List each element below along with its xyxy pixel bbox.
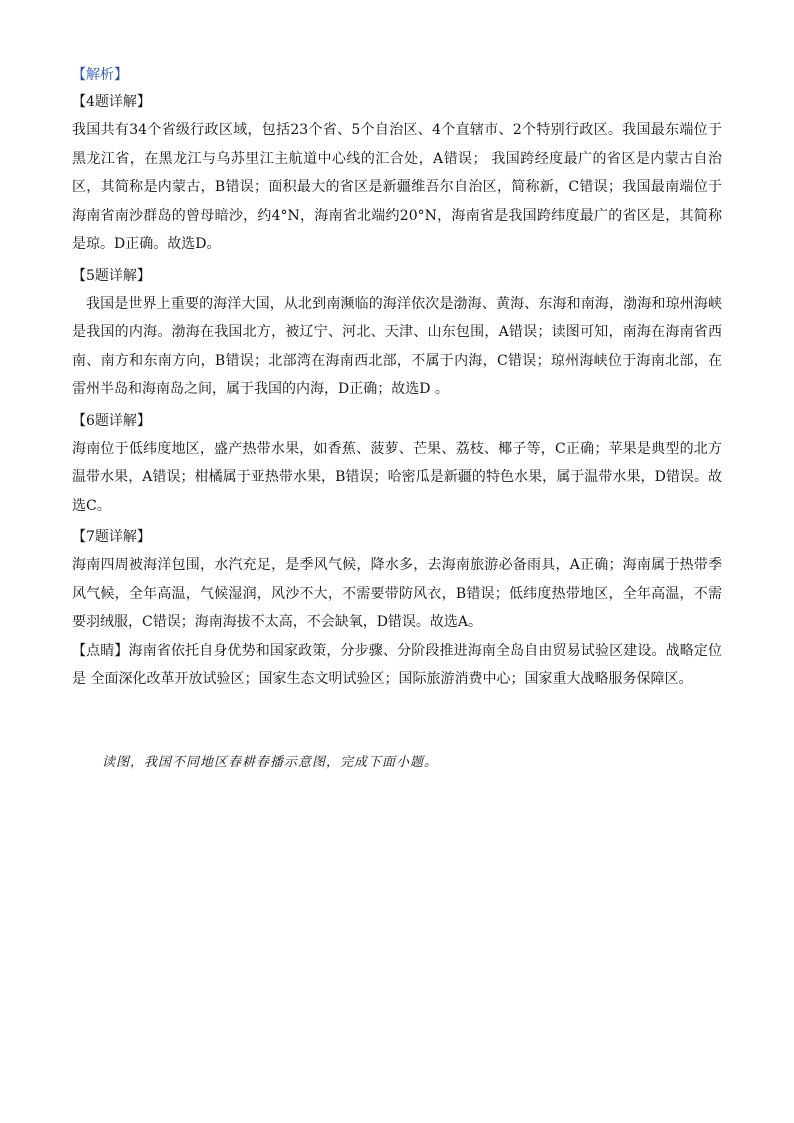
q7-explanation: 海南四周被海洋包围，水汽充足，是季风气候，降水多，去海南旅游必备雨具，A正确；海南属于热带季风气候，全年高温，气候湿润，风沙不大，不需要带防风衣，B错误；低纬度热带地区，全年高温，不需要羽绒服，C错误；海南海拔不太高，不会缺氧，D错误。故选A。 bbox=[72, 557, 722, 630]
q5-explanation: 我国是世界上重要的海洋大国，从北到南濒临的海洋依次是渤海、黄海、东海和南海，渤海和琼州海峡是我国的内海。渤海在我国北方，被辽宁、河北、天津、山东包围，A错误；读图可知，南海在海南省西南、南方和东南方向，B错误；北部湾在海南西北部，不属于内海，C错误；琼州海峡位于海南北部，在雷州半岛和海南岛之间，属于我国的内海，D正确；故选D 。 bbox=[72, 295, 722, 397]
q4-explanation: 我国共有34个省级行政区域，包括23个省、5个自治区、4个直辖市、2个特别行政区。我国最东端位于黑龙江省，在黑龙江与乌苏里江主航道中心线的汇合处，A错误； 我国跨经度最广的省区是内蒙古自治区，其简称是内蒙古，B错误；面积最大的省区是新疆维吾尔自治区，简称新，C错误；我国最南端位于海南省南沙群岛的曾母暗沙，约4°N，海南省北端约20°N，海南省是我国跨纬度最广的省区是，其简称是琼。D正确。故选D。 bbox=[72, 122, 722, 252]
q6-heading: 【6题详解】 bbox=[72, 412, 151, 429]
key-point bbox=[72, 637, 722, 694]
q4-heading: 【4题详解】 bbox=[72, 94, 151, 110]
answer-analysis bbox=[72, 62, 722, 694]
key-point-text: 海南省依托自身优势和国家政策，分步骤、分阶段推进海南全岛自由贸易试验区建设。战略定位是 全面深化改革开放试验区；国家生态文明试验区；国际旅游消费中心；国家重大战略服务保障区。 bbox=[72, 642, 723, 687]
q5-heading: 【5题详解】 bbox=[72, 267, 151, 284]
analysis-heading: 【解析】 bbox=[72, 67, 128, 83]
key-point-heading: 【点睛】 bbox=[72, 642, 129, 659]
q6-explanation: 海南位于低纬度地区，盛产热带水果，如香蕉、菠萝、芒果、荔枝、椰子等，C正确；苹果是典型的北方温带水果，A错误；柑橘属于亚热带水果，B错误；哈密瓜是新疆的特色水果，属于温带水果，D错误。故选C。 bbox=[72, 440, 722, 514]
question-stem: 读图，我国不同地区春耕春播示意图，完成下面小题。 bbox=[102, 755, 439, 770]
q7-heading: 【7题详解】 bbox=[72, 529, 151, 545]
